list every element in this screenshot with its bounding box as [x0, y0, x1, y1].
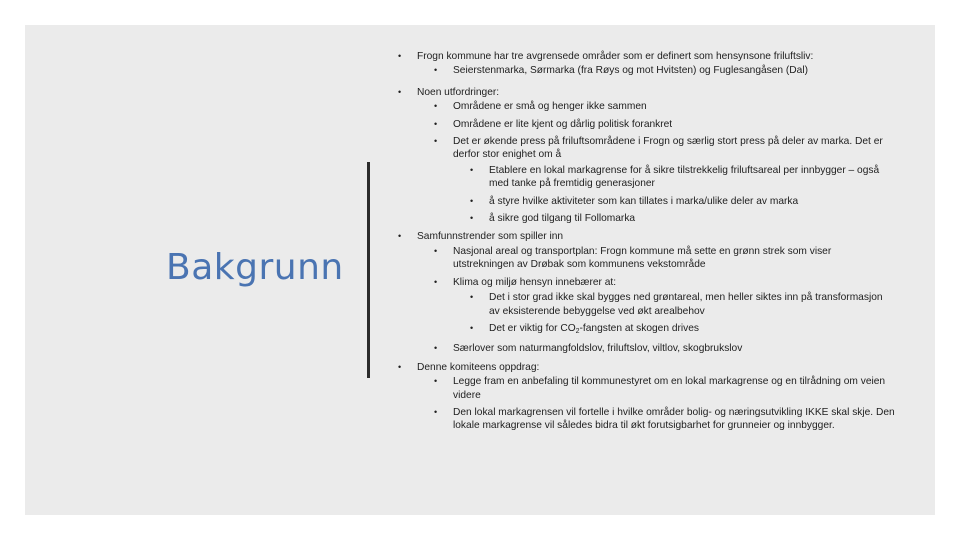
sub-sub-bullet-text: Det i stor grad ikke skal bygges ned grøntareal, men heller siktes inn på transformasjon av eksisterende bebyggelse ved økt arealbehov	[489, 292, 883, 317]
sub-bullet-item	[417, 375, 895, 402]
sub-bullet-text: Det er økende press på friluftsområdene i Frogn og særlig stort press på deler av marka. Det er derfor stor enighet om å	[453, 136, 883, 161]
sub-bullet-item	[417, 342, 895, 355]
sub-bullet-text: Områdene er små og henger ikke sammen	[453, 101, 647, 113]
bullet-item	[395, 361, 895, 433]
bullet-text: Samfunnstrender som spiller inn	[417, 231, 564, 243]
sub-bullet-item	[417, 406, 895, 433]
bullet-content	[395, 50, 895, 438]
sub-bullet-item	[417, 276, 895, 339]
sub-bullet-text: Særlover som naturmangfoldslov, friluftslov, viltlov, skogbrukslov	[453, 343, 743, 355]
sub-sub-bullet-item	[453, 164, 895, 191]
sub-sub-bullet-item	[453, 195, 895, 208]
sub-sub-bullet-text: Etablere en lokal markagrense for å sikre tilstrekkelig friluftsareal per innbygger – også med tanke på fremtidig generasjoner	[489, 164, 880, 190]
sub-sub-bullet-item	[453, 212, 895, 225]
co2-text-before: Det er viktig for CO	[489, 322, 576, 334]
sub-bullet-text: Den lokal markagrensen vil fortelle i hvilke områder bolig- og næringsutvikling IKKE skal skje. Den lokale markagrense vil således bidra til økt forutsigbarhet for grunneier og innbygger.	[453, 406, 895, 432]
sub-sub-bullet-list	[453, 164, 895, 226]
bullet-text: Noen utfordringer:	[417, 86, 500, 98]
sub-bullet-list	[417, 245, 895, 356]
bullet-item	[395, 230, 895, 355]
sub-sub-bullet-text: å sikre god tilgang til Follomarka	[489, 213, 636, 225]
bullet-text: Denne komiteens oppdrag:	[417, 361, 540, 373]
sub-bullet-item	[417, 135, 895, 225]
sub-bullet-list	[417, 375, 895, 433]
bullet-list	[395, 50, 895, 433]
sub-sub-bullet-item	[453, 291, 895, 318]
sub-bullet-item	[417, 100, 895, 113]
sub-bullet-item	[417, 118, 895, 131]
sub-sub-bullet-text: å styre hvilke aktiviteter som kan tillates i marka/ulike deler av marka	[489, 195, 799, 207]
slide-title: Bakgrunn	[166, 247, 344, 288]
vertical-divider	[367, 162, 370, 378]
bullet-item	[395, 86, 895, 226]
co2-subscript: 2	[575, 327, 580, 335]
sub-sub-bullet-item	[453, 322, 895, 338]
sub-bullet-text: Seierstenmarka, Sørmarka (fra Røys og mot Hvitsten) og Fuglesangåsen (Dal)	[453, 65, 808, 77]
sub-bullet-text: Klima og miljø hensyn innebærer at:	[453, 276, 617, 288]
sub-bullet-text: Områdene er lite kjent og dårlig politisk forankret	[453, 118, 673, 130]
sub-bullet-item	[417, 64, 895, 77]
co2-text-after: -fangsten at skogen drives	[579, 322, 700, 334]
sub-bullet-list	[417, 64, 895, 77]
sub-bullet-text: Legge fram en anbefaling til kommunestyret om en lokal markagrense og en tilrådning om veien videre	[453, 376, 886, 401]
sub-sub-bullet-list	[453, 291, 895, 338]
sub-bullet-item	[417, 245, 895, 272]
bullet-item	[395, 50, 895, 78]
sub-bullet-text: Nasjonal areal og transportplan: Frogn kommune må sette en grønn strek som viser utstrekningen av Drøbak som kommunens vekstområde	[453, 245, 832, 271]
bullet-text: Frogn kommune har tre avgrensede områder som er definert som hensynsone friluftsliv:	[417, 51, 814, 62]
sub-bullet-list	[417, 100, 895, 225]
